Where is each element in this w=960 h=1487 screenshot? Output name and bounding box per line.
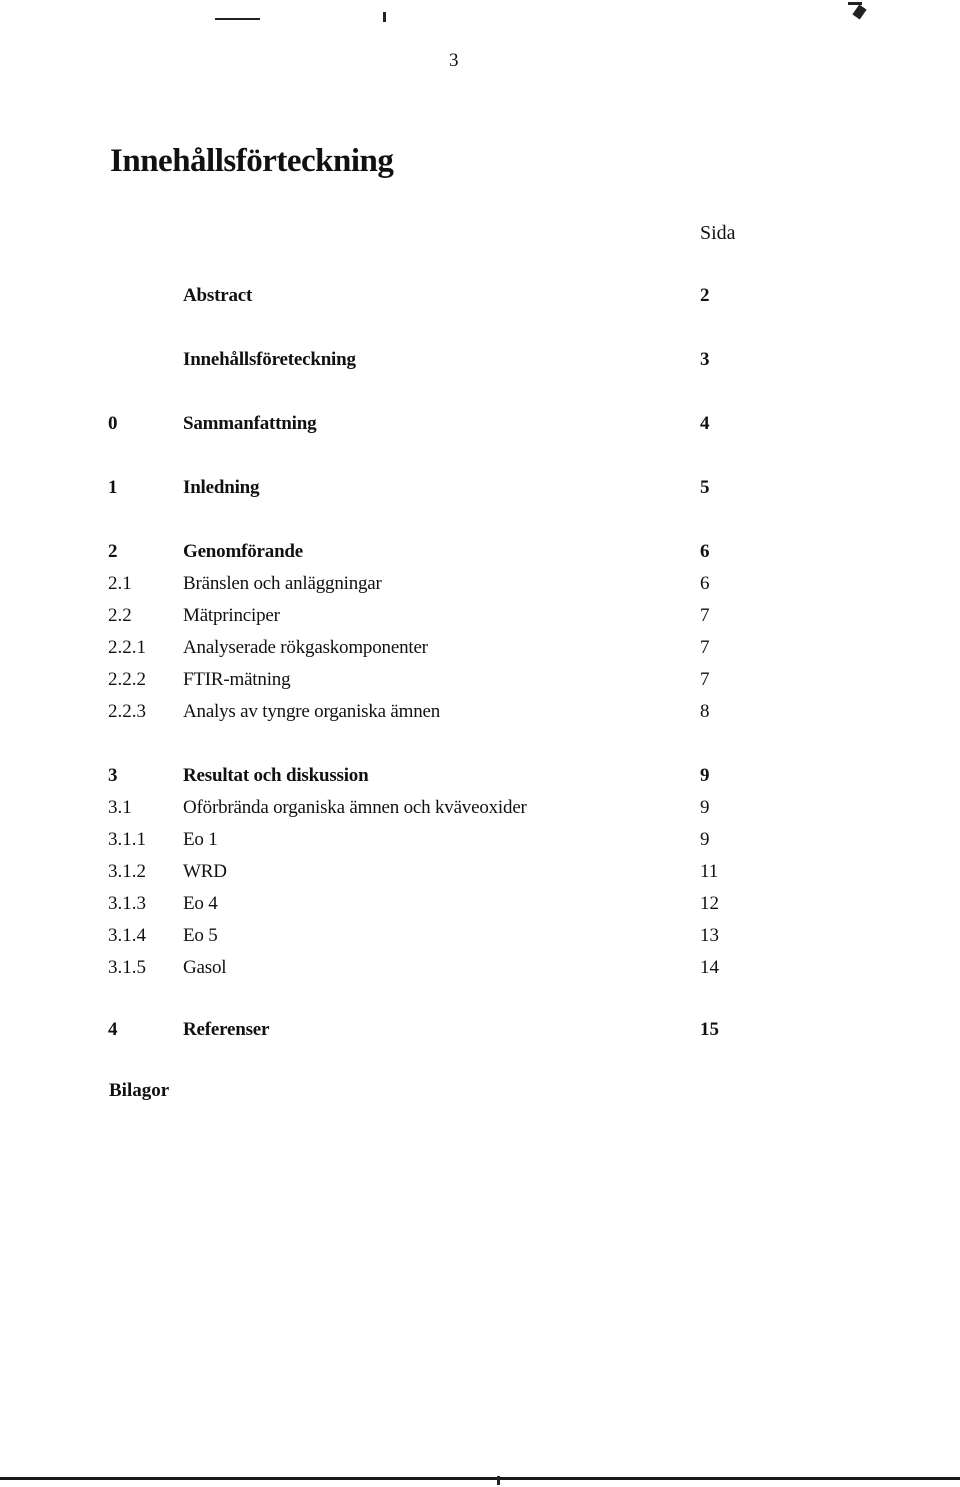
toc-entry-number: 2.2.2 (108, 669, 146, 690)
toc-entry-title: Sammanfattning (183, 413, 317, 434)
toc-entry (0, 538, 960, 566)
toc-entry-title: Oförbrända organiska ämnen och kväveoxider (183, 797, 527, 818)
toc-entry-page: 5 (700, 477, 710, 498)
toc-entry-number: 3.1.1 (108, 829, 146, 850)
toc-entry-number: 0 (108, 413, 118, 434)
toc-entry-title: Eo 5 (183, 925, 218, 946)
toc-entry (0, 698, 960, 726)
toc-entry (0, 922, 960, 950)
toc-entry-page: 7 (700, 605, 710, 626)
toc-heading: Innehållsförteckning (110, 143, 394, 179)
toc-entry-page: 9 (700, 797, 710, 818)
toc-entry-page: 2 (700, 285, 710, 306)
toc-entry-page: 7 (700, 637, 710, 658)
page-number: 3 (449, 50, 459, 71)
toc-entry-page: 9 (700, 765, 710, 786)
toc-entry-number: 2.2 (108, 605, 132, 626)
toc-entry-number: 3.1.5 (108, 957, 146, 978)
toc-entry-number: 2 (108, 541, 118, 562)
toc-entry (0, 1016, 960, 1044)
toc-entry (0, 794, 960, 822)
toc-entry (0, 634, 960, 662)
toc-entry-title: Innehållsföreteckning (183, 349, 356, 370)
toc-entry-title: Genomförande (183, 541, 304, 562)
toc-entry (0, 282, 960, 310)
toc-entry-number: 1 (108, 477, 118, 498)
scan-edge-line (0, 1477, 960, 1480)
toc-entry (0, 474, 960, 502)
toc-entry-page: 13 (700, 925, 719, 946)
toc-entry (0, 954, 960, 982)
toc-entry-title: Analys av tyngre organiska ämnen (183, 701, 441, 722)
toc-entry-number: 3 (108, 765, 118, 786)
scan-speck (852, 5, 866, 20)
toc-entry (0, 666, 960, 694)
toc-entry-title: WRD (183, 861, 227, 882)
toc-entry-page: 7 (700, 669, 710, 690)
toc-entry (0, 570, 960, 598)
toc-entry-page: 8 (700, 701, 710, 722)
toc-entry-page: 4 (700, 413, 710, 434)
toc-entry-title: Gasol (183, 957, 227, 978)
toc-entry-title: Eo 4 (183, 893, 218, 914)
scan-speck (215, 18, 260, 20)
toc-entry-title: Mätprinciper (183, 605, 280, 626)
toc-entry-page: 11 (700, 861, 719, 882)
toc-entry-page: 15 (700, 1019, 719, 1040)
toc-entry-title: Abstract (183, 285, 253, 306)
toc-entry (0, 762, 960, 790)
toc-entry (0, 346, 960, 374)
toc-entry (0, 890, 960, 918)
toc-entry-title: Analyserade rökgaskomponenter (183, 637, 428, 658)
scan-speck (383, 12, 386, 22)
toc-entry-page: 6 (700, 541, 710, 562)
toc-entry-title: Eo 1 (183, 829, 218, 850)
appendix-label: Bilagor (109, 1080, 170, 1101)
toc-entry (0, 858, 960, 886)
page-column-header: Sida (700, 222, 736, 244)
scan-speck (497, 1476, 500, 1485)
toc-entry-number: 2.2.3 (108, 701, 146, 722)
toc-entry (0, 602, 960, 630)
toc-entry-title: Bränslen och anläggningar (183, 573, 382, 594)
toc-entry-page: 3 (700, 349, 710, 370)
toc-entry (0, 410, 960, 438)
toc-entry-number: 2.1 (108, 573, 132, 594)
toc-entry-number: 3.1.2 (108, 861, 146, 882)
toc-entry-page: 6 (700, 573, 710, 594)
toc-entry-number: 3.1.3 (108, 893, 146, 914)
toc-entry-title: Referenser (183, 1019, 270, 1040)
toc-entry-page: 12 (700, 893, 719, 914)
toc-entry-number: 3.1 (108, 797, 132, 818)
toc-entry-page: 9 (700, 829, 710, 850)
toc-entry (0, 826, 960, 854)
toc-entry-page: 14 (700, 957, 719, 978)
toc-entry-title: Inledning (183, 477, 260, 498)
toc-entry-number: 2.2.1 (108, 637, 146, 658)
toc-entry-title: FTIR-mätning (183, 669, 291, 690)
toc-entry-title: Resultat och diskussion (183, 765, 369, 786)
toc-entry-number: 4 (108, 1019, 118, 1040)
toc-entry-number: 3.1.4 (108, 925, 146, 946)
